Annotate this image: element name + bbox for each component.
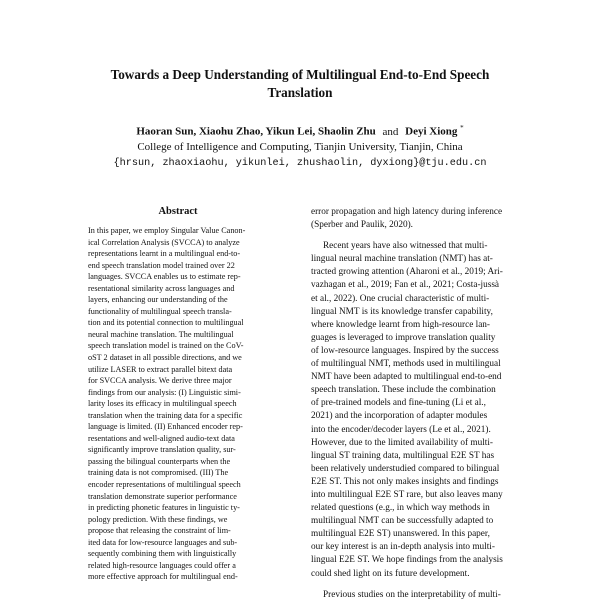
body-line: lingual NMT is its knowledge transfer capability, [311,306,493,317]
abstract-line: translation demonstrate superior performance [88,491,237,501]
body-line: multilingual E2E ST) unanswered. In this paper, [311,529,490,540]
author-block [40,121,560,171]
body-line: could shed light on its future development. [311,568,470,579]
body-line: speech translation. These include the combination [311,385,496,396]
abstract-line: layers, enhancing our understanding of the [88,295,228,305]
author-and: and [382,125,399,138]
body-line: related questions (e.g., in which way methods in [311,503,490,514]
abstract-line: neural machine translation. The multilingual [88,329,234,339]
paragraph-gap [311,232,531,240]
body-line: lingual ST training data, multilingual E2E ST has [311,450,495,461]
abstract-line: pology prediction. With these findings, we [88,514,228,524]
abstract-line: in predicting phonetic features in linguistic ty- [88,503,240,513]
abstract-line: tion and its potential connection to multilingual [88,318,244,328]
abstract-line: significantly improve translation quality, sur- [88,445,236,455]
body-line: et al., 2022). One crucial characteristic of multi- [311,293,490,304]
abstract-line: language is limited. (II) Enhanced encoder rep- [88,422,243,432]
paper-title-line-1: Towards a Deep Understanding of Multilingual End-to-End Speech [110,67,490,82]
abstract-line: related high-resource languages could offer a [88,560,236,570]
body-line: of pre-trained models and fine-tuning (Li et al., [311,398,486,409]
body-line: of multilingual NMT, methods used in multilingual [311,359,501,370]
abstract-line: ical Correlation Analysis (SVCCA) to analyze [88,237,240,247]
abstract-line: representations learnt in a multilingual end-to- [88,249,241,259]
abstract-line: oST 2 dataset in all possible directions, and we [88,353,242,363]
author-last: Deyi Xiong [405,125,458,138]
abstract-line: passing the bilingual counterparts when the [88,456,231,466]
abstract-line: speech translation model is trained on the CoV- [88,341,244,351]
body-line: Recent years have also witnessed that multi- [323,241,488,252]
abstract-heading: Abstract [158,206,198,217]
body-line: vazhagan et al., 2019; Fan et al., 2021; Costa-jussà [311,280,500,291]
body-line: of low-resource languages. Inspired by the success [311,345,499,356]
body-line: been relatively understudied compared to bilingual [311,463,500,474]
abstract-line: translation when the training data for a specific [88,410,243,420]
body-line: error propagation and high latency during inference [311,207,503,217]
body-line: tracted growing attention (Aharoni et al., 2019; Ari- [311,267,503,278]
body-line: Previous studies on the interpretability of multi- [323,589,501,600]
abstract-line: functionality of multilingual speech transla- [88,306,232,316]
body-line: our key interest is an in-depth analysis into multi- [311,542,495,553]
body-line: into the encoder/decoder layers (Le et al., 2021). [311,424,491,435]
body-line: 2021) and the incorporation of adapter modules [311,411,488,422]
paper-title-line-2: Translation [267,85,333,100]
abstract-line: resentations and well-aligned audio-text data [88,433,235,443]
paper-title [60,66,540,102]
paragraph-gap [311,581,531,589]
abstract-line: ited data for low-resource languages and sub- [88,537,238,547]
body-line: into multilingual E2E ST rare, but also leaves many [311,489,503,500]
abstract-text [88,225,272,583]
abstract-line: propose that releasing the constraint of lim- [88,526,231,536]
abstract-line: languages. SVCCA enables us to estimate rep- [88,272,241,282]
affiliation: College of Intelligence and Computing, Tianjin University, Tianjin, China [137,141,463,154]
abstract-line: findings from our analysis: (I) Linguistic simi- [88,387,241,397]
abstract-line: training data is not compromised. (III) The [88,468,229,478]
corresponding-author-mark: * [460,124,464,132]
body-line: NMT have been adapted to multilingual end-to-end [311,372,502,383]
abstract-line: encoder representations of multilingual speech [88,480,241,490]
author-names-line [40,121,560,140]
author-emails: {hrsun, zhaoxiaohu, yikunlei, zhushaolin, dyxiong}@tju.edu.cn [113,157,487,169]
body-text-column [311,206,531,602]
abstract-line: larity loses its efficacy in multilingual speech [88,399,237,409]
body-line: (Sperber and Paulik, 2020). [311,220,413,231]
abstract-line: resentational similarity across languages and [88,283,235,293]
abstract-line: In this paper, we employ Singular Value Canon- [88,226,246,235]
abstract-line: more effective approach for multilingual end- [88,572,238,582]
body-line: lingual E2E ST. We hope findings from the analysis [311,555,503,566]
body-line: multilingual NMT can be successfully adapted to [311,516,494,527]
author-names: Haoran Sun, Xiaohu Zhao, Yikun Lei, Shaolin Zhu [136,125,376,138]
body-line: guages is leveraged to improve translation quality [311,332,496,343]
abstract-line: for SVCCA analysis. We derive three major [88,376,232,386]
abstract-line: utilize LASER to extract parallel bitext data [88,364,233,374]
body-line: lingual neural machine translation (NMT) has at- [311,254,493,265]
body-line: However, due to the limited availability of multi- [311,437,494,448]
abstract-line: sequently combining them with linguistically [88,549,237,559]
abstract-line: end speech translation model trained over 22 [88,260,235,270]
body-line: where knowledge learnt from high-resource lan- [311,319,491,330]
body-line: E2E ST. This not only makes insights and findings [311,476,499,487]
